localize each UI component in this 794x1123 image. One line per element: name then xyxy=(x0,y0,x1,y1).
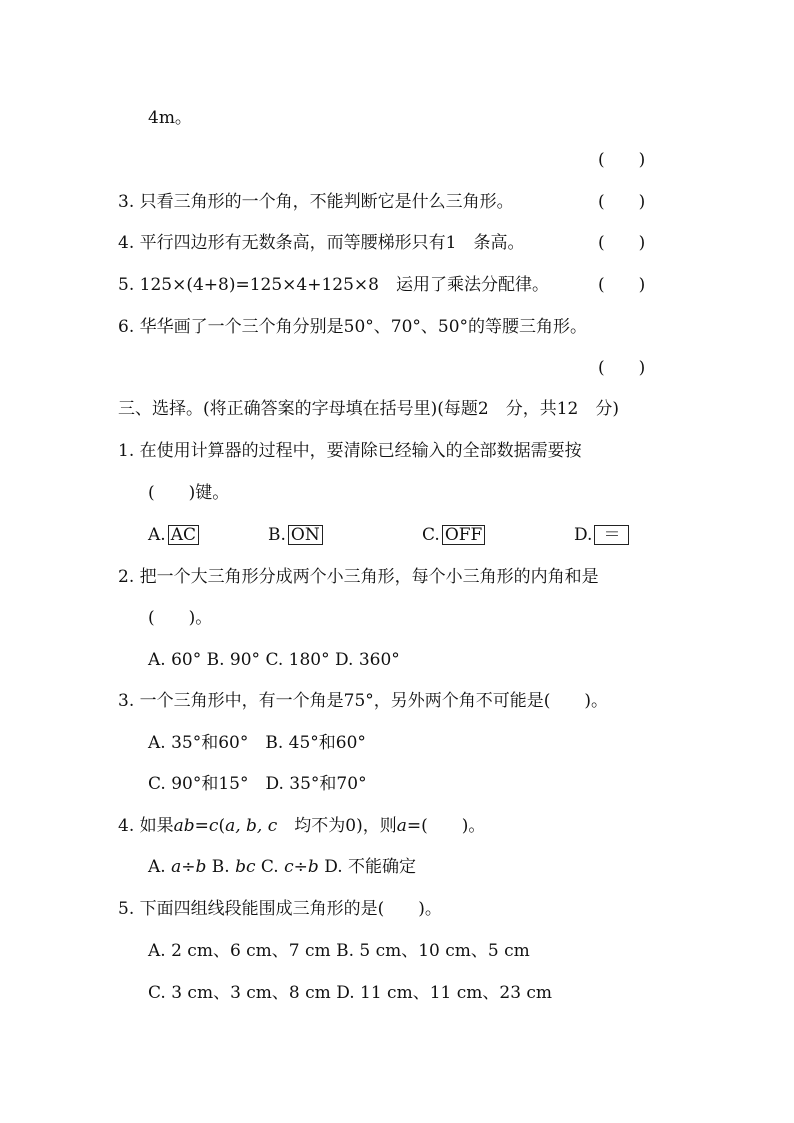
option-letter: D. xyxy=(574,525,593,545)
choice-q1-stem xyxy=(118,440,582,462)
choice-q3-stem xyxy=(118,690,608,712)
option-letter: A. xyxy=(148,525,166,545)
question-text: 下面四组线段能围成三角形的是( )。 xyxy=(139,899,442,919)
tf-item-4 xyxy=(118,232,524,254)
choice-q4-options: A. a÷b B. bc C. c÷b D. 不能确定 xyxy=(148,857,417,877)
choice-q5-options-row-2: C. 3 cm、3 cm、8 cm D. 11 cm、11 cm、23 cm xyxy=(148,983,553,1003)
choice-q1-stem-cont: ( )键。 xyxy=(148,483,230,503)
choice-q2-stem-cont: ( )。 xyxy=(148,608,213,628)
tf-item-number: 3. xyxy=(118,192,135,212)
choice-q3-options-row-2: C. 90°和15° D. 35°和70° xyxy=(148,774,367,794)
tf-continuation-text: 4m。 xyxy=(148,108,192,128)
choice-q5-stem xyxy=(118,898,442,920)
choice-q4-stem xyxy=(118,815,485,837)
choice-q5-options-row-1: A. 2 cm、6 cm、7 cm B. 5 cm、10 cm、5 cm xyxy=(148,941,530,961)
question-number: 5. xyxy=(118,899,135,919)
question-number: 3. xyxy=(118,691,135,711)
tf-item-text: 只看三角形的一个角，不能判断它是什么三角形。 xyxy=(139,192,514,212)
tf-answer-blank-6: ( ) xyxy=(598,358,646,378)
choice-q2-stem xyxy=(118,566,599,588)
question-text: 如果ab=c(a, b, c 均不为0)，则a=( )。 xyxy=(139,816,486,836)
question-text: 一个三角形中，有一个角是75°，另外两个角不可能是( )。 xyxy=(139,691,609,711)
question-number: 1. xyxy=(118,441,135,461)
option-letter: C. xyxy=(422,525,440,545)
question-text: 在使用计算器的过程中，要清除已经输入的全部数据需要按 xyxy=(139,441,582,461)
calculator-key-ac: AC xyxy=(168,525,199,545)
choice-q3-options-row-1: A. 35°和60° B. 45°和60° xyxy=(148,733,366,753)
choice-q1-option-b xyxy=(268,524,323,546)
calculator-key-on: ON xyxy=(288,525,323,545)
tf-answer-blank-3: ( ) xyxy=(598,192,646,212)
tf-item-text: 华华画了一个三个角分别是50°、70°、50°的等腰三角形。 xyxy=(139,317,588,337)
question-number: 2. xyxy=(118,567,135,587)
tf-item-number: 6. xyxy=(118,317,135,337)
tf-item-3 xyxy=(118,191,514,213)
tf-answer-blank-2: ( ) xyxy=(598,150,646,170)
tf-answer-blank-4: ( ) xyxy=(598,233,646,253)
tf-item-number: 5. xyxy=(118,275,135,295)
question-number: 4. xyxy=(118,816,135,836)
tf-item-text: 125×(4+8)=125×4+125×8 运用了乘法分配律。 xyxy=(139,275,549,295)
choice-q1-option-d xyxy=(574,524,629,546)
tf-item-5 xyxy=(118,274,549,296)
tf-item-text: 平行四边形有无数条高，而等腰梯形只有1 条高。 xyxy=(139,233,525,253)
tf-item-number: 4. xyxy=(118,233,135,253)
section-3-heading: 三、选择。(将正确答案的字母填在括号里)(每题2 分，共12 分) xyxy=(118,399,619,419)
choice-q1-option-a xyxy=(148,524,199,546)
question-text: 把一个大三角形分成两个小三角形，每个小三角形的内角和是 xyxy=(139,567,599,587)
option-letter: B. xyxy=(268,525,286,545)
calculator-key-off: OFF xyxy=(442,525,486,545)
tf-item-6 xyxy=(118,316,587,338)
tf-answer-blank-5: ( ) xyxy=(598,275,646,295)
choice-q2-options: A. 60° B. 90° C. 180° D. 360° xyxy=(148,650,400,670)
calculator-key-equals: ＝ xyxy=(594,525,629,545)
choice-q1-option-c xyxy=(422,524,485,546)
